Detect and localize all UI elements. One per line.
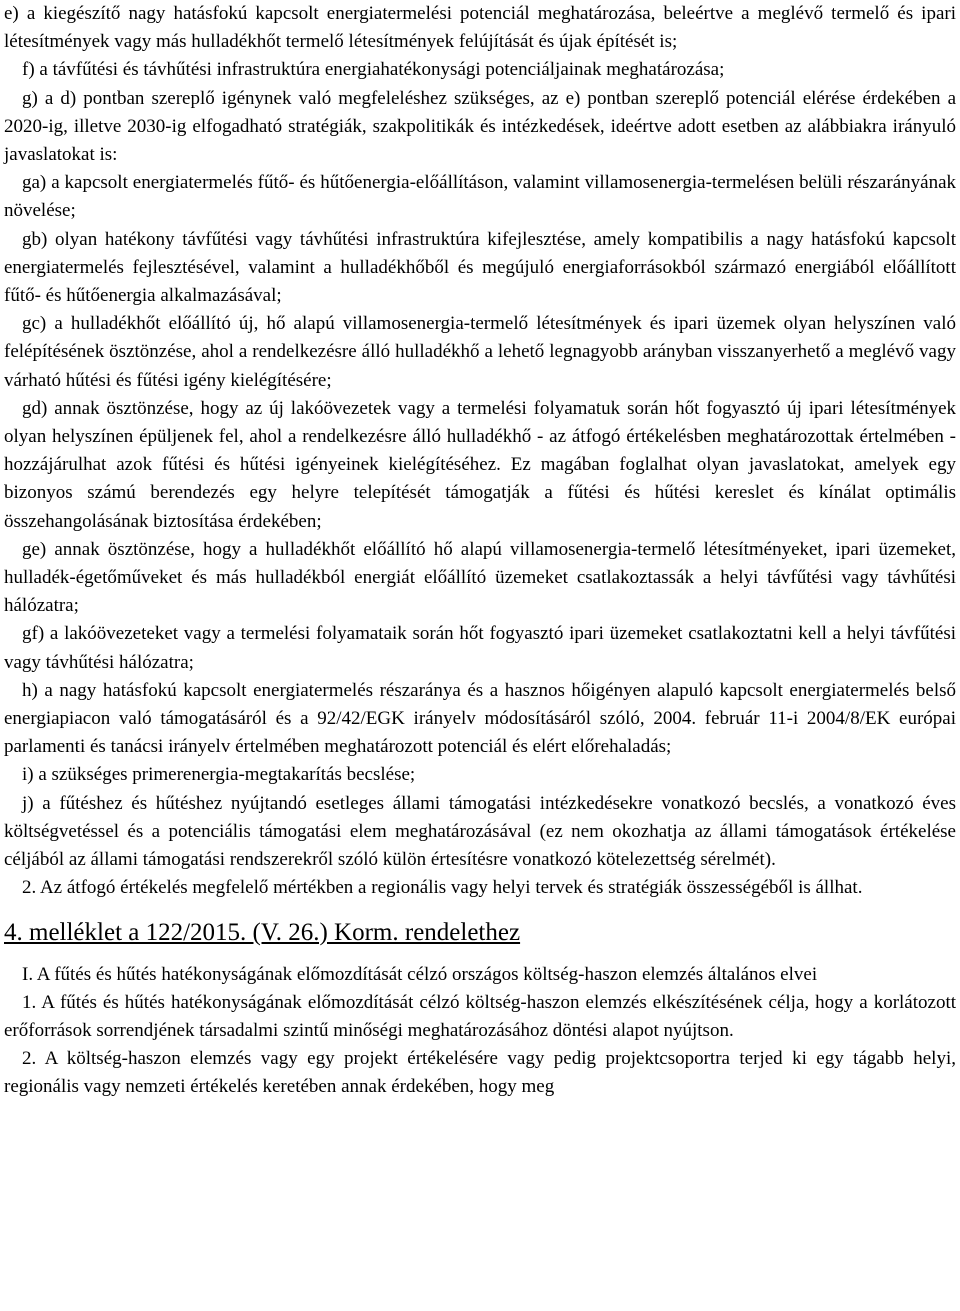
paragraph-gb: gb) olyan hatékony távfűtési vagy távhűtési infrastruktúra kifejlesztése, amely kompatibilis a nagy hatásfokú kapcsolt energiatermelés fejlesztésével, valamint a hulladékhőből és megújuló energiaforrásokból származó energiából előállított fűtő- és hűtőenergia alkalmazásával; — [4, 228, 956, 307]
paragraph-ge: ge) annak ösztönzése, hogy a hulladékhőt előállító hő alapú villamosenergia-termelő létesítményeket, ipari üzemeket, hulladék-égetőműveket és más hulladékból energiát előállító üzemeket csatlakoztassák a helyi távfűtési vagy távhűtési hálózatra; — [4, 538, 956, 617]
section-i-title: I. A fűtés és hűtés hatékonyságának előmozdítását célzó országos költség-haszon elemzés általános elvei — [22, 963, 818, 985]
paragraph-2: 2. Az átfogó értékelés megfelelő mértékben a regionális vagy helyi tervek és stratégiák összességéből is állhat. — [22, 877, 863, 899]
document-page — [4, 0, 956, 1102]
paragraph-gd: gd) annak ösztönzése, hogy az új lakóövezetek vagy a termelési folyamatuk során hőt fogyasztó új ipari létesítmények olyan helyszínen épüljenek fel, ahol a rendelkezésre álló hulladékhő - az átfogó értékelésben meghatározottak értelmében - hozzájárulhat azok fűtési és hűtési igényeinek kielégítéséhez. Ez magában foglalhat olyan javaslatokat, amelyek egy bizonyos számú berendezés egy helyre telepítését támogatják a fűtési és hűtési kereslet és kínálat optimális összehangolásának biztosítása érdekében; — [4, 397, 956, 532]
paragraph-g: g) a d) pontban szereplő igénynek való megfeleléshez szükséges, az e) pontban szereplő potenciál elérése érdekében a 2020-ig, illetve 2030-ig elfogadható stratégiák, szakpolitikák és intézkedések, ideértve adott esetben az alábbiakra irányuló javaslatokat is: — [4, 87, 956, 166]
paragraph-section-i-2: 2. A költség-haszon elemzés vagy egy projekt értékelésére vagy pedig projektcsoportra terjed ki egy tágabb helyi, regionális vagy nemzeti értékelés keretében annak érdekében, hogy meg — [4, 1048, 956, 1098]
paragraph-i: i) a szükséges primerenergia-megtakarítás becslése; — [22, 764, 416, 786]
paragraph-f: f) a távfűtési és távhűtési infrastruktúra energiahatékonysági potenciáljainak meghatározása; — [22, 59, 725, 81]
paragraph-h: h) a nagy hatásfokú kapcsolt energiatermelés részaránya és a hasznos hőigényen alapuló kapcsolt energiatermelés belső energiapiacon való támogatásáról és a 92/42/EGK irányelv módosításáról szóló, 2004. február 11-i 2004/8/EK európai parlamenti és tanácsi irányelv értelmében meghatározott potenciál és elért előrehaladás; — [4, 679, 956, 758]
annex-heading: 4. melléklet a 122/2015. (V. 26.) Korm. rendelethez — [4, 918, 521, 946]
paragraph-gc: gc) a hulladékhőt előállító új, hő alapú villamosenergia-termelő létesítmények és ipari üzemek olyan helyszínen való felépítésének ösztönzése, ahol a rendelkezésre álló hulladékhő a lehető legnagyobb arányban visszanyerhető a meglévő vagy várható hűtési és fűtési igény kielégítésére; — [4, 313, 956, 391]
paragraph-section-i-1: 1. A fűtés és hűtés hatékonyságának előmozdítását célzó költség-haszon elemzés elkészítésének célja, hogy a korlátozott erőforrások sorrendjének társadalmi szintű minőségi meghatározásához döntési alapot nyújtson. — [4, 991, 956, 1041]
paragraph-j: j) a fűtéshez és hűtéshez nyújtandó esetleges állami támogatási intézkedésekre vonatkozó becslés, a vonatkozó éves költségvetéssel és a potenciális támogatási elem meghatározásával (ez nem okozhatja az állami támogatások értékelése céljából az állami támogatási rendszerekről szóló külön értesítésre vonatkozó kötelezettség sérelmét). — [4, 792, 956, 871]
paragraph-gf: gf) a lakóövezeteket vagy a termelési folyamataik során hőt fogyasztó ipari üzemeket csatlakoztatni kell a helyi távfűtési vagy távhűtési hálózatra; — [4, 623, 956, 673]
paragraph-e: e) a kiegészítő nagy hatásfokú kapcsolt energiatermelési potenciál meghatározása, beleértve a meglévő termelő és ipari létesítmények vagy más hulladékhőt termelő létesítmények felújítását és újak építését is; — [4, 3, 956, 53]
paragraph-ga: ga) a kapcsolt energiatermelés fűtő- és hűtőenergia-előállításon, valamint villamosenergia-termelésen belüli részarányának növelése; — [4, 172, 956, 222]
